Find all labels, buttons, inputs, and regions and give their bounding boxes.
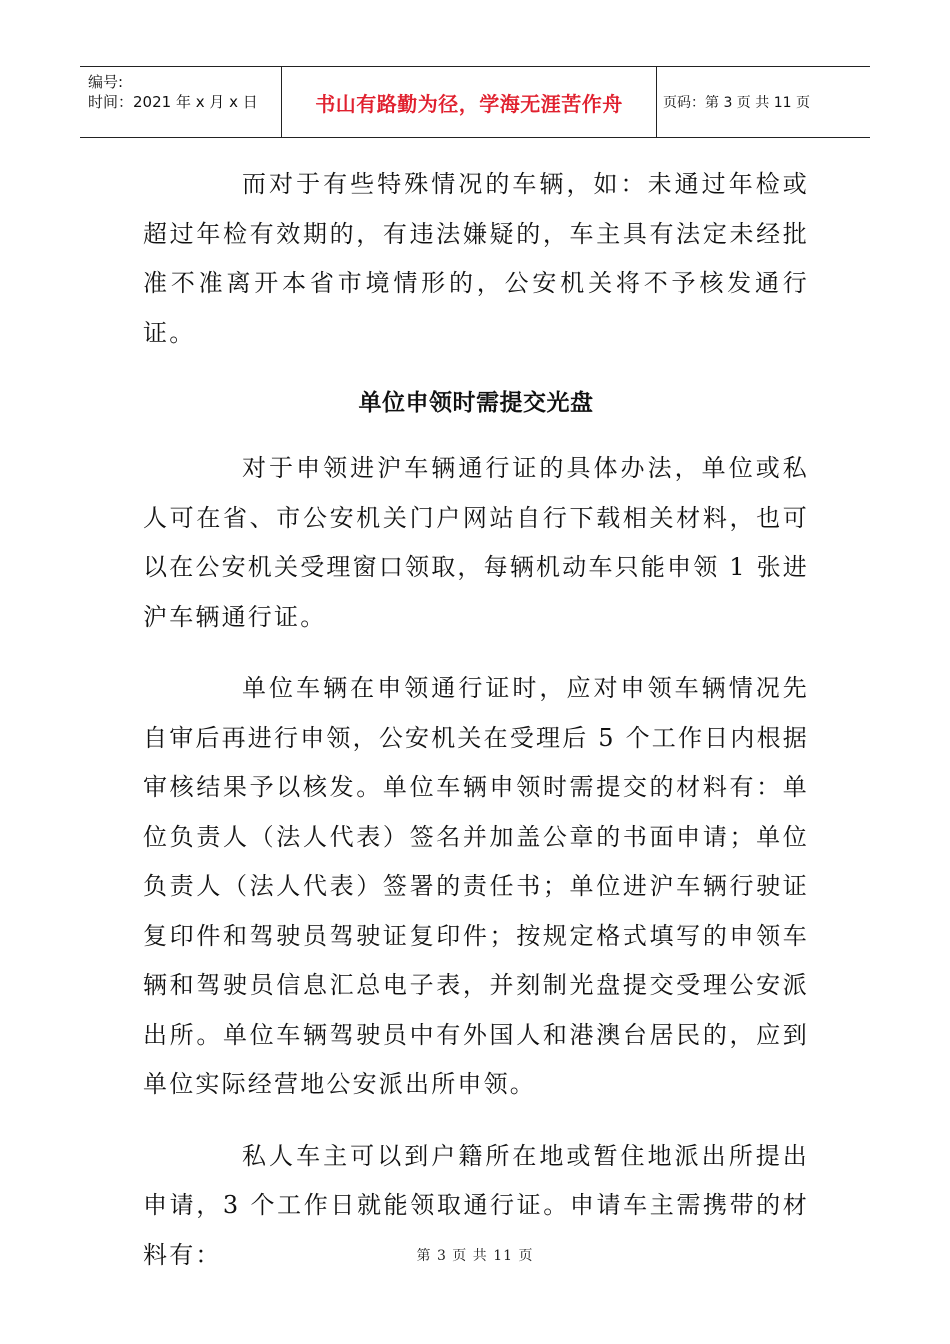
document-time-label: 时间：2021 年 x 月 x 日 — [88, 93, 258, 111]
paragraph-special-vehicles: 而对于有些特殊情况的车辆，如：未通过年检或超过年检有效期的，有违法嫌疑的，车主具有法定未经批准不准离开本省市境情形的，公安机关将不予核发通行证。 — [143, 170, 809, 347]
header-page-info: 页码：第 3 页 共 11 页 — [663, 95, 810, 111]
section-heading: 单位申领时需提交光盘 — [358, 390, 594, 416]
document-body — [143, 160, 809, 1280]
document-number-label: 编号: — [88, 73, 124, 91]
paragraph-private-owners: 私人车主可以到户籍所在地或暂住地派出所提出申请，3 个工作日就能领取通行证。申请车主需携带的材料有： — [143, 1141, 809, 1269]
paragraph-unit-vehicles: 单位车辆在申领通行证时，应对申领车辆情况先自审后再进行申领，公安机关在受理后 5 个工作日内根据审核结果予以核发。单位车辆申领时需提交的材料有：单位负责人（法人代表）签名并加盖公章的书面申请；单位负责人（法人代表）签署的责任书；单位进沪车辆行驶证复印件和驾驶员驾驶证复印件；按规定格式填写的申领车辆和驾驶员信息汇总电子表，并刻制光盘提交受理公安派出所。单位车辆驾驶员中有外国人和港澳台居民的，应到单位实际经营地公安派出所申领。 — [143, 674, 809, 1098]
page-footer: 第 3 页 共 11 页 — [416, 1248, 534, 1264]
paragraph-application-method: 对于申领进沪车辆通行证的具体办法，单位或私人可在省、市公安机关门户网站自行下载相关材料，也可以在公安机关受理窗口领取，每辆机动车只能申领 1 张进沪车辆通行证。 — [143, 454, 809, 631]
header-meta-cell — [80, 67, 282, 137]
header-motto: 书山有路勤为径，学海无涯苦作舟 — [282, 67, 657, 137]
document-header — [80, 66, 870, 138]
